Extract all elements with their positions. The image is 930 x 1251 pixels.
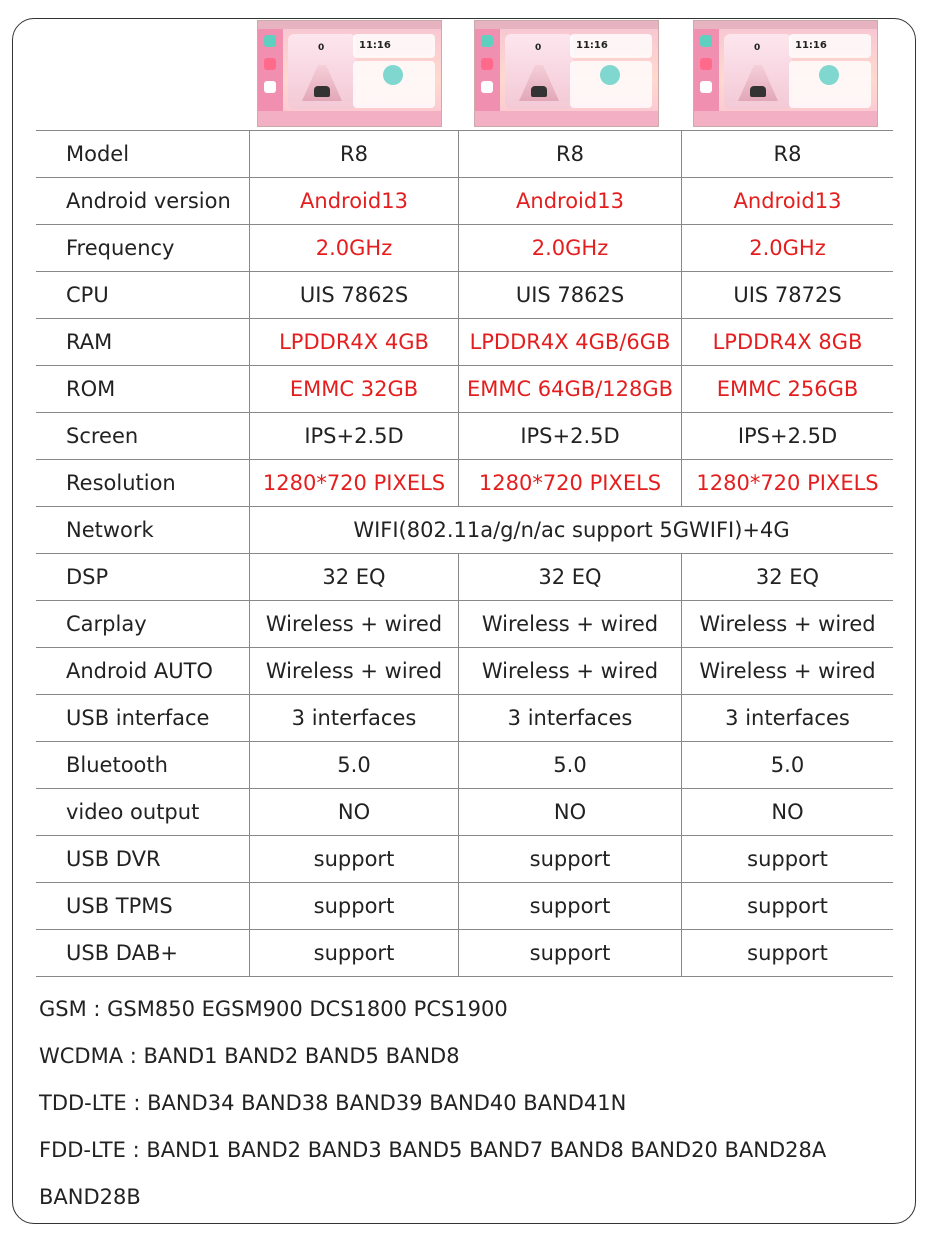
band-line: WCDMA : BAND1 BAND2 BAND5 BAND8 bbox=[39, 1044, 460, 1068]
table-row bbox=[36, 648, 893, 695]
table-row bbox=[36, 366, 893, 413]
spec-value: 5.0 bbox=[250, 742, 459, 789]
product-thumbnail-1 bbox=[257, 20, 442, 127]
table-row bbox=[36, 883, 893, 930]
table-row bbox=[36, 131, 893, 178]
spec-value: Wireless + wired bbox=[250, 601, 459, 648]
band-line: GSM : GSM850 EGSM900 DCS1800 PCS1900 bbox=[39, 997, 508, 1021]
spec-value: support bbox=[459, 930, 682, 977]
spec-value: WIFI(802.11a/g/n/ac support 5GWIFI)+4G bbox=[250, 507, 894, 554]
spec-value: EMMC 32GB bbox=[250, 366, 459, 413]
spec-value: UIS 7862S bbox=[250, 272, 459, 319]
spec-value: support bbox=[459, 836, 682, 883]
table-row bbox=[36, 225, 893, 272]
spec-value: IPS+2.5D bbox=[250, 413, 459, 460]
spec-value: Android13 bbox=[250, 178, 459, 225]
spec-value: Wireless + wired bbox=[459, 601, 682, 648]
spec-value: R8 bbox=[459, 131, 682, 178]
band-line: BAND28B bbox=[39, 1185, 141, 1209]
table-row bbox=[36, 554, 893, 601]
table-row bbox=[36, 601, 893, 648]
band-line: FDD-LTE : BAND1 BAND2 BAND3 BAND5 BAND7 BAND8 BAND20 BAND28A bbox=[39, 1138, 827, 1162]
spec-value: EMMC 64GB/128GB bbox=[459, 366, 682, 413]
music-disc-icon bbox=[600, 65, 620, 85]
spec-value: 5.0 bbox=[682, 742, 894, 789]
spec-label: RAM bbox=[36, 319, 250, 366]
table-row bbox=[36, 789, 893, 836]
spec-value: 32 EQ bbox=[682, 554, 894, 601]
spec-label: Resolution bbox=[36, 460, 250, 507]
spec-value: IPS+2.5D bbox=[682, 413, 894, 460]
spec-value: 2.0GHz bbox=[459, 225, 682, 272]
spec-label: Carplay bbox=[36, 601, 250, 648]
spec-label: Network bbox=[36, 507, 250, 554]
speed-readout: 0 bbox=[318, 43, 325, 53]
spec-label: Screen bbox=[36, 413, 250, 460]
table-row bbox=[36, 836, 893, 883]
spec-value: 32 EQ bbox=[459, 554, 682, 601]
spec-value: Wireless + wired bbox=[459, 648, 682, 695]
spec-value: IPS+2.5D bbox=[459, 413, 682, 460]
spec-value: support bbox=[250, 883, 459, 930]
spec-label: Model bbox=[36, 131, 250, 178]
product-thumbnail-3 bbox=[693, 20, 878, 127]
table-row bbox=[36, 742, 893, 789]
clock-widget: 11:16 bbox=[570, 34, 652, 58]
car-icon bbox=[750, 86, 766, 97]
spec-value: 3 interfaces bbox=[459, 695, 682, 742]
spec-value: LPDDR4X 8GB bbox=[682, 319, 894, 366]
spec-value: LPDDR4X 4GB bbox=[250, 319, 459, 366]
clock-widget: 11:16 bbox=[789, 34, 871, 58]
table-row bbox=[36, 460, 893, 507]
table-row bbox=[36, 272, 893, 319]
spec-value: 2.0GHz bbox=[250, 225, 459, 272]
spec-value: 1280*720 PIXELS bbox=[250, 460, 459, 507]
spec-value: Android13 bbox=[682, 178, 894, 225]
spec-value: R8 bbox=[250, 131, 459, 178]
spec-value: support bbox=[682, 930, 894, 977]
car-icon bbox=[314, 86, 330, 97]
table-row bbox=[36, 695, 893, 742]
spec-value: 2.0GHz bbox=[682, 225, 894, 272]
spec-value: 5.0 bbox=[459, 742, 682, 789]
spec-value: LPDDR4X 4GB/6GB bbox=[459, 319, 682, 366]
music-disc-icon bbox=[383, 65, 403, 85]
clock-widget: 11:16 bbox=[353, 34, 435, 58]
spec-value: 1280*720 PIXELS bbox=[682, 460, 894, 507]
spec-value: Android13 bbox=[459, 178, 682, 225]
speed-readout: 0 bbox=[754, 43, 761, 53]
spec-value: support bbox=[250, 930, 459, 977]
spec-value: Wireless + wired bbox=[250, 648, 459, 695]
spec-value: support bbox=[250, 836, 459, 883]
spec-label: USB interface bbox=[36, 695, 250, 742]
table-row bbox=[36, 930, 893, 977]
spec-label: DSP bbox=[36, 554, 250, 601]
spec-value: UIS 7862S bbox=[459, 272, 682, 319]
spec-value: Wireless + wired bbox=[682, 601, 894, 648]
spec-label: USB DVR bbox=[36, 836, 250, 883]
spec-label: video output bbox=[36, 789, 250, 836]
spec-label: CPU bbox=[36, 272, 250, 319]
spec-label: Frequency bbox=[36, 225, 250, 272]
spec-value: Wireless + wired bbox=[682, 648, 894, 695]
spec-value: 1280*720 PIXELS bbox=[459, 460, 682, 507]
table-row bbox=[36, 413, 893, 460]
music-disc-icon bbox=[819, 65, 839, 85]
spec-value: 32 EQ bbox=[250, 554, 459, 601]
spec-value: NO bbox=[459, 789, 682, 836]
spec-value: support bbox=[459, 883, 682, 930]
spec-value: NO bbox=[250, 789, 459, 836]
spec-value: 3 interfaces bbox=[250, 695, 459, 742]
table-row bbox=[36, 178, 893, 225]
spec-label: USB DAB+ bbox=[36, 930, 250, 977]
spec-value: UIS 7872S bbox=[682, 272, 894, 319]
car-icon bbox=[531, 86, 547, 97]
spec-value: NO bbox=[682, 789, 894, 836]
spec-label: ROM bbox=[36, 366, 250, 413]
spec-value: support bbox=[682, 883, 894, 930]
band-line: TDD-LTE : BAND34 BAND38 BAND39 BAND40 BAND41N bbox=[39, 1091, 627, 1115]
product-thumbnail-2 bbox=[474, 20, 659, 127]
table-row bbox=[36, 507, 893, 554]
spec-value: 3 interfaces bbox=[682, 695, 894, 742]
spec-value: support bbox=[682, 836, 894, 883]
network-bands bbox=[39, 986, 826, 1221]
spec-label: USB TPMS bbox=[36, 883, 250, 930]
spec-value: EMMC 256GB bbox=[682, 366, 894, 413]
spec-label: Android version bbox=[36, 178, 250, 225]
speed-readout: 0 bbox=[535, 43, 542, 53]
spec-table bbox=[36, 130, 893, 977]
spec-label: Android AUTO bbox=[36, 648, 250, 695]
spec-label: Bluetooth bbox=[36, 742, 250, 789]
spec-value: R8 bbox=[682, 131, 894, 178]
table-row bbox=[36, 319, 893, 366]
